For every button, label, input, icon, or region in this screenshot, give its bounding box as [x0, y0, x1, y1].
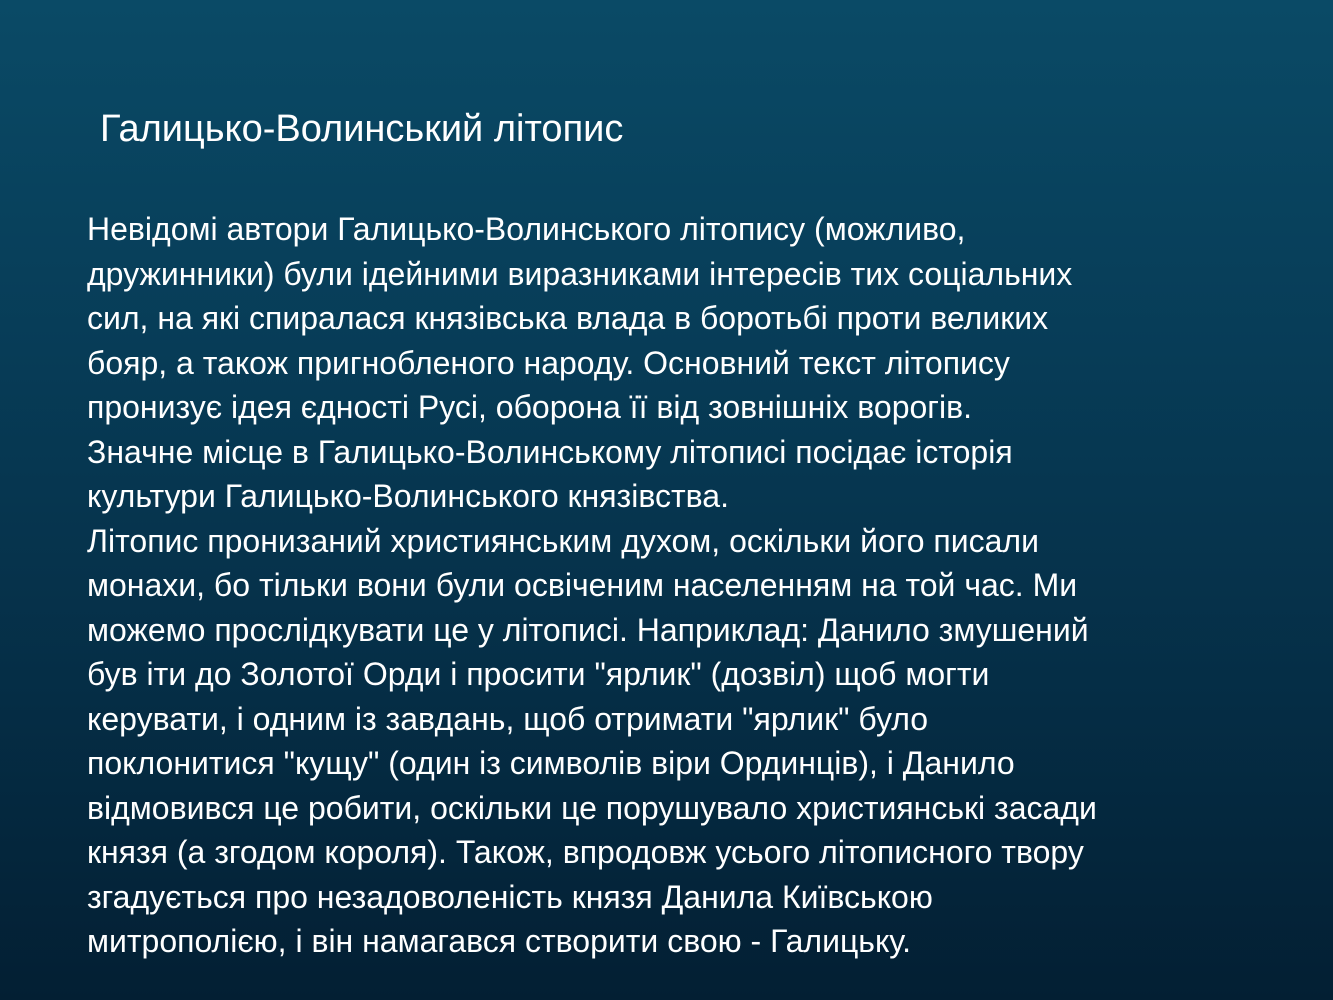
- body-line: відмовився це робити, оскільки це порушувало християнські засади: [87, 789, 1097, 826]
- body-line: князя (а згодом короля). Також, впродовж усього літописного твору: [87, 834, 1084, 870]
- body-line: був іти до Золотої Орди і просити "ярлик" (дозвіл) щоб могти: [87, 656, 990, 692]
- body-line: поклонитися "кущу" (один із символів віри Ординців), і Данило: [87, 745, 1015, 781]
- slide-body-text: [87, 207, 1267, 964]
- body-line: сил, на які спиралася князівська влада в боротьбі проти великих: [87, 300, 1049, 336]
- body-line: пронизує ідея єдності Русі, оборона її від зовнішніх ворогів.: [87, 389, 972, 425]
- paragraph-christian-spirit: [87, 519, 1267, 964]
- slide-title: Галицько-Волинський літопис: [100, 108, 624, 150]
- body-line: Літопис пронизаний християнським духом, оскільки його писали: [87, 522, 1039, 559]
- body-line: керувати, і одним із завдань, щоб отримати "ярлик" було: [87, 700, 929, 737]
- body-line: Значне місце в Галицько-Волинському літописі посідає історія: [87, 433, 1013, 470]
- body-line: можемо прослідкувати це у літописі. Наприклад: Данило змушений: [87, 611, 1089, 648]
- paragraph-authors: [87, 207, 1267, 519]
- body-line: Невідомі автори Галицько-Волинського літопису (можливо,: [87, 211, 966, 247]
- body-line: бояр, а також пригнобленого народу. Основний текст літопису: [87, 344, 1010, 381]
- body-line: згадується про незадоволеність князя Данила Київською: [87, 878, 933, 915]
- body-line: монахи, бо тільки вони були освіченим населенням на той час. Ми: [87, 567, 1078, 603]
- body-line: культури Галицько-Волинського князівства.: [87, 478, 729, 514]
- body-line: митрополією, і він намагався створити свою - Галицьку.: [87, 923, 911, 959]
- body-line: дружинники) були ідейними виразниками інтересів тих соціальних: [87, 255, 1073, 292]
